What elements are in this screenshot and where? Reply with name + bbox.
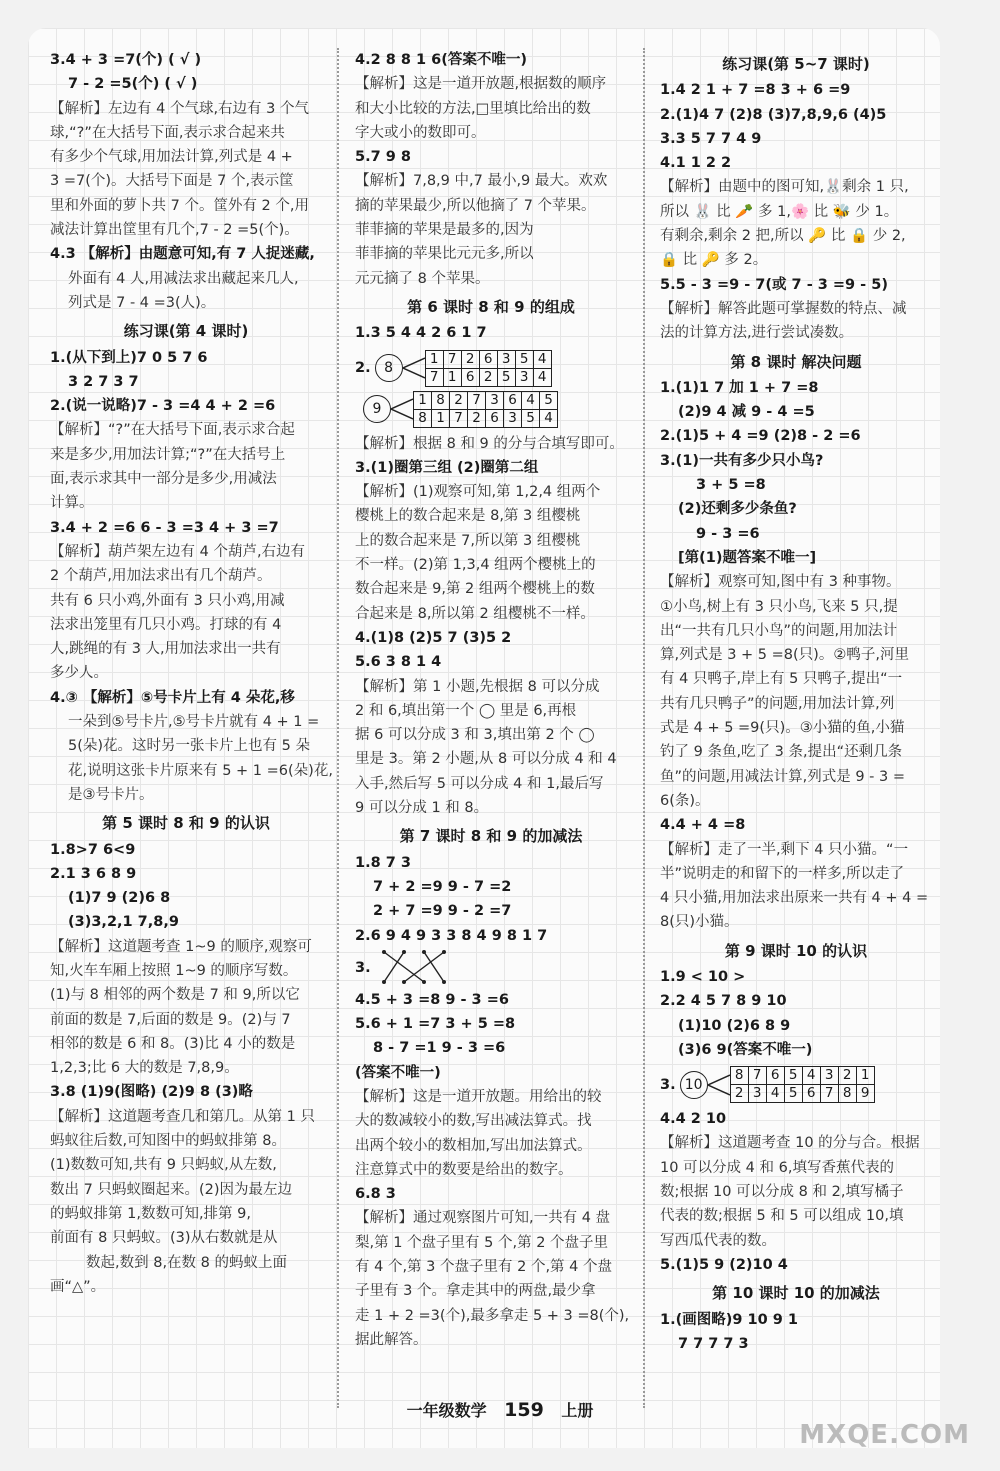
answer-line: 7 7 7 7 3 (678, 1335, 749, 1352)
answer-line: 2.6 9 4 9 3 3 8 4 9 8 1 7 (355, 927, 548, 944)
section-heading: 第 7 课时 8 和 9 的加减法 (399, 827, 583, 846)
answer-line: 式是 4 + 5 =9(只)。③小猫的鱼,小猫 (660, 720, 905, 737)
grid-cell: 3 (497, 350, 515, 368)
grid-cell: 4 (522, 391, 540, 409)
section-heading: 第 6 课时 8 和 9 的组成 (407, 297, 575, 316)
answer-line: 来是多少,用加法计算;“?”在大括号上 (50, 446, 286, 463)
composition-grid-9 (363, 391, 627, 428)
answer-line: (1)10 (2)6 8 9 (678, 1017, 791, 1034)
answer-line: 3.4 + 3 =7(个) ( √ ) (50, 52, 202, 68)
answer-line: 鱼”的问题,用减法计算,列式是 9 - 3 = (660, 768, 905, 785)
grid-cell: 1 (432, 409, 450, 427)
answer-line: 6(条)。 (660, 792, 710, 809)
answer-line: 入手,然后写 5 可以分成 4 和 1,最后写 (355, 775, 604, 792)
grid-cell: 5 (540, 391, 558, 409)
answer-line: 4 只小猫,用加法求出原来一共有 4 + 4 = (660, 890, 929, 907)
answer-line: 外面有 4 人,用减法求出藏起来几人, (68, 270, 299, 287)
answer-line: 列式是 7 - 4 =3(人)。 (68, 294, 216, 311)
subject-label: 一年级数学 (406, 1401, 487, 1420)
answer-column-right (660, 48, 932, 1356)
grid-cell: 5 (784, 1085, 802, 1103)
fork-lines (391, 391, 413, 427)
answer-line: 上的数合起来是 7,所以第 3 组樱桃 (355, 532, 581, 549)
composition-grid-10: 3. 10 8 7 6 5 4 3 2 1 2 3 4 5 6 7 8 9 (668, 1066, 932, 1103)
answer-line: 【解析】这道题考查 10 的分与合。根据 (660, 1135, 920, 1152)
answer-line: 有剩余,剩余 2 把,所以 🔑 比 🔒 少 2, (660, 228, 906, 245)
answer-line: 数起,数到 8,在数 8 的蚂蚁上面 (86, 1254, 287, 1271)
answer-line: 蚂蚁往后数,可知图中的蚂蚁排第 8。 (50, 1133, 286, 1150)
number-circle: 9 (363, 395, 391, 423)
answer-line: 减法计算出筐里有几个,7 - 2 =5(个)。 (50, 222, 299, 239)
grid-cell: 5 (784, 1067, 802, 1085)
answer-line: 2.(说一说略)7 - 3 =4 4 + 2 =6 (50, 398, 276, 415)
answer-line: 【解析】这是一道开放题。用给出的较 (355, 1088, 602, 1105)
answer-line: 代表的数;根据 5 和 5 可以组成 10,填 (660, 1208, 904, 1225)
grid-cell: 5 (515, 350, 533, 368)
grid-cell: 4 (766, 1085, 784, 1103)
answer-line: 人,跳绳的有 3 人,用加法求出一共有 (50, 641, 281, 658)
answer-line: 共有几只鸭子”的问题,用加法计算,列 (660, 695, 895, 712)
answer-line: 5.5 - 3 =9 - 7(或 7 - 3 =9 - 5) (660, 276, 888, 293)
answer-line: (2)还剩多少条鱼? (678, 501, 797, 518)
answer-line: (2)9 4 减 9 - 4 =5 (678, 404, 815, 421)
answer-line: 3.(1)一共有多少只小鸟? (660, 452, 824, 469)
answer-line: 7 - 2 =5(个) ( √ ) (68, 76, 198, 93)
answer-line: 知,火车车厢上按照 1~9 的顺序写数。 (50, 962, 298, 979)
answer-line: 【解析】观察可知,图中有 3 种事物。 (660, 574, 901, 591)
answer-line: 4.5 + 3 =8 9 - 3 =6 (355, 991, 509, 1008)
section-heading: 第 8 课时 解决问题 (730, 352, 862, 371)
answer-line: 前面的数是 7,后面的数是 9。(2)与 7 (50, 1011, 291, 1028)
answer-line: 画“△”。 (50, 1278, 106, 1295)
grid-cell: 2 (479, 368, 497, 386)
grid-cell: 5 (497, 368, 515, 386)
answer-line: 3 + 5 =8 (696, 477, 766, 494)
answer-line: 出“一共有几只小鸟”的问题,用加法计 (660, 622, 898, 639)
grid-cell: 7 (425, 368, 443, 386)
section-heading: 练习课(第 4 课时) (123, 322, 249, 341)
fork-lines (403, 350, 425, 386)
answer-line: 里是 3。第 2 小题,从 8 可以分成 4 和 4 (355, 751, 617, 768)
answer-line: 2 和 6,填出第一个 ◯ 里是 6,再根 (355, 702, 577, 719)
answer-line: (3)3,2,1 7,8,9 (68, 914, 179, 931)
grid-cell: 6 (504, 391, 522, 409)
answer-line: 5.6 3 8 1 4 (355, 654, 442, 671)
section-heading: 练习课(第 5~7 课时) (722, 55, 870, 73)
answer-line: 2.(1)5 + 4 =9 (2)8 - 2 =6 (660, 428, 861, 445)
answer-line: 1.8>7 6<9 (50, 841, 136, 858)
answer-line: 3 2 7 3 7 (68, 373, 139, 390)
answer-line: 4.4 + 4 =8 (660, 817, 746, 834)
answer-line: 4.③ 【解析】⑤号卡片上有 4 朵花,移 (50, 689, 295, 706)
answer-line: 1.9 < 10 > (660, 968, 746, 985)
answer-line: [第(1)题答案不唯一] (678, 549, 817, 566)
grid-cell: 2 (730, 1085, 748, 1103)
answer-line: 2.(1)4 7 (2)8 (3)7,8,9,6 (4)5 (660, 106, 887, 123)
composition-grid-8: 2. 8 1 7 2 6 3 5 4 7 1 6 2 5 3 4 (363, 350, 627, 387)
grid-cell: 4 (533, 350, 551, 368)
answer-line: 字大或小的数即可。 (355, 124, 486, 141)
section-heading: 第 9 课时 10 的认识 (724, 941, 868, 960)
answer-line: 5.6 + 1 =7 3 + 5 =8 (355, 1016, 516, 1033)
answer-line: 多少人。 (50, 665, 108, 682)
answer-line: 3.(1)圈第三组 (2)圈第二组 (355, 459, 539, 476)
answer-column-left (50, 48, 333, 1299)
page-number: 159 (504, 1399, 544, 1421)
answer-line: 4.2 8 8 1 6(答案不唯一) (355, 52, 527, 68)
answer-line: 梨,第 1 个盘子里有 5 个,第 2 个盘子里 (355, 1234, 609, 1251)
answer-line: 1.(1)1 7 加 1 + 7 =8 (660, 379, 819, 396)
grid-cell: 2 (468, 409, 486, 427)
answer-line: (1)与 8 相邻的两个数是 7 和 9,所以它 (50, 987, 300, 1004)
answer-line: 菲菲摘的苹果比元元多,所以 (355, 246, 534, 263)
answer-line: 1.8 7 3 (355, 854, 411, 871)
answer-line: 5(朵)花。这时另一张卡片上也有 5 朵 (68, 738, 310, 755)
grid-cell: 3 (820, 1067, 838, 1085)
grid-cell: 6 (802, 1085, 820, 1103)
answer-line: 【解析】走了一半,剩下 4 只小猫。“一 (660, 841, 909, 858)
answer-line: 花,说明这张卡片原来有 5 + 1 =6(朵)花, (68, 762, 333, 779)
answer-line: 大的数减较小的数,写出减法算式。找 (355, 1113, 592, 1130)
grid-cell: 6 (479, 350, 497, 368)
answer-line: 一朵到⑤号卡片,⑤号卡片就有 4 + 1 = (68, 714, 320, 731)
answer-line: 2.2 4 5 7 8 9 10 (660, 993, 787, 1010)
number-circle: 10 (680, 1071, 708, 1099)
answer-line: 钓了 9 条鱼,吃了 3 条,提出“还剩几条 (660, 744, 903, 761)
answer-line: 不一样。(2)第 1,3,4 组两个樱桃上的 (355, 557, 596, 574)
answer-line: 【解析】葫芦架左边有 4 个葫芦,右边有 (50, 543, 306, 560)
answer-line: 数;根据 10 可以分成 8 和 2,填写橘子 (660, 1184, 904, 1201)
grid-cell: 7 (450, 409, 468, 427)
answer-line: 5.7 9 8 (355, 149, 411, 166)
answer-line: 2 个葫芦,用加法求出有几个葫芦。 (50, 568, 272, 585)
answer-line: 法的计算方法,进行尝试凑数。 (660, 325, 854, 342)
grid-cell: 1 (443, 368, 461, 386)
volume-label: 上册 (561, 1401, 594, 1420)
answer-line: 菲菲摘的苹果是最多的,因为 (355, 222, 534, 239)
answer-line: 数出 7 只蚂蚁圈起来。(2)因为最左边 (50, 1181, 292, 1198)
answer-line: 算,列式是 3 + 5 =8(只)。②鸭子,河里 (660, 647, 909, 664)
grid-cell: 7 (748, 1067, 766, 1085)
answer-line: 据 6 可以分成 3 和 3,填出第 2 个 ◯ (355, 727, 595, 744)
grid-cell: 5 (522, 409, 540, 427)
answer-line: 4.(1)8 (2)5 7 (3)5 2 (355, 629, 512, 646)
answer-line: 数合起来是 9,第 2 组两个樱桃上的数 (355, 581, 595, 598)
grid-cell: 3 (515, 368, 533, 386)
answer-line: 注意算式中的数要是给出的数字。 (355, 1161, 573, 1178)
answer-line: 【解析】这是一道开放题,根据数的顺序 (355, 76, 607, 93)
answer-line: 走 1 + 2 =3(个),最多拿走 5 + 3 =8(个), (355, 1307, 630, 1324)
grid-cell: 9 (856, 1085, 874, 1103)
grid-cell: 2 (450, 391, 468, 409)
answer-line: 据此解答。 (355, 1331, 428, 1348)
matching-lines (376, 948, 456, 988)
answer-line: 2.1 3 6 8 9 (50, 865, 137, 882)
answer-line: 写西瓜代表的数。 (660, 1232, 776, 1249)
answer-line: 半”说明走的和留下的一样多,所以走了 (660, 865, 905, 882)
grid-cell: 6 (461, 368, 479, 386)
answer-line: 前面有 8 只蚂蚁。(3)从右数就是从 (50, 1230, 278, 1247)
answer-line: 【解析】这道题考查 1~9 的顺序,观察可 (50, 938, 312, 955)
section-heading: 第 10 课时 10 的加减法 (712, 1284, 880, 1303)
answer-line: 计算。 (50, 495, 94, 512)
answer-line: 合起来是 8,所以第 2 组樱桃不一样。 (355, 605, 595, 622)
matching-lines-question: 3. (355, 948, 627, 988)
answer-line: 7 + 2 =9 9 - 7 =2 (373, 878, 512, 895)
grid-cell: 8 (838, 1085, 856, 1103)
answer-line: (答案不唯一) (355, 1064, 441, 1081)
answer-line: 4.1 1 2 2 (660, 155, 732, 172)
answer-line: ①小鸟,树上有 3 只小鸟,飞来 5 只,提 (660, 598, 898, 615)
answer-line: 【解析】通过观察图片可知,一共有 4 盘 (355, 1210, 611, 1227)
section-heading: 第 5 课时 8 和 9 的认识 (102, 814, 270, 833)
answer-line: 有多少个气球,用加法计算,列式是 4 + (50, 149, 293, 166)
answer-line: 3.8 (1)9(图略) (2)9 8 (3)略 (50, 1084, 253, 1101)
grid-cell: 8 (432, 391, 450, 409)
answer-line: 【解析】根据 8 和 9 的分与合填写即可。 (355, 435, 624, 452)
grid-cell: 6 (766, 1067, 784, 1085)
grid-cell: 4 (802, 1067, 820, 1085)
grid-cell: 7 (468, 391, 486, 409)
grid-cell: 3 (748, 1085, 766, 1103)
grid-cell: 8 (414, 409, 432, 427)
answer-line: 樱桃上的数合起来是 8,第 3 组樱桃 (355, 508, 581, 525)
grid-cell: 7 (443, 350, 461, 368)
answer-line: 1.(画图略)9 10 9 1 (660, 1311, 798, 1328)
grid-cell: 3 (486, 391, 504, 409)
answer-line: 面,表示求其中一部分是多少,用减法 (50, 471, 277, 488)
answer-line: 【解析】第 1 小题,先根据 8 可以分成 (355, 678, 600, 695)
answer-line: 【解析】解答此题可掌握数的特点、减 (660, 300, 907, 317)
number-circle: 8 (375, 354, 403, 382)
answer-line: 5.(1)5 9 (2)10 4 (660, 1256, 788, 1273)
answer-line: 🔒 比 🔑 多 2。 (660, 252, 768, 269)
grid-cell: 1 (414, 391, 432, 409)
grid-cell: 4 (533, 368, 551, 386)
answer-line: 相邻的数是 6 和 8。(3)比 4 小的数是 (50, 1035, 296, 1052)
answer-line: 1.(从下到上)7 0 5 7 6 (50, 349, 208, 366)
answer-line: 是③号卡片。 (68, 786, 154, 803)
answer-line: 3.4 + 2 =6 6 - 3 =3 4 + 3 =7 (50, 519, 279, 536)
answer-line: 4.3 【解析】由题意可知,有 7 人捉迷藏, (50, 246, 315, 263)
answer-line: 子里有 3 个。拿走其中的两盘,最少拿 (355, 1283, 596, 1300)
answer-line: 1.3 5 4 4 2 6 1 7 (355, 325, 487, 342)
answer-line: 6.8 3 (355, 1186, 396, 1203)
grid-cell: 4 (540, 409, 558, 427)
answer-line: 1.4 2 1 + 7 =8 3 + 6 =9 (660, 82, 851, 99)
answer-line: 9 - 3 =6 (696, 525, 760, 542)
answer-line: 9 可以分成 1 和 8。 (355, 800, 489, 817)
answer-line: 3.3 5 7 7 4 9 (660, 130, 762, 147)
answer-line: 摘的苹果最少,所以他摘了 7 个苹果。 (355, 197, 596, 214)
answer-line: 球,“?”在大括号下面,表示求合起来共 (50, 124, 285, 141)
column-divider (643, 48, 645, 1408)
answer-line: 4.4 2 10 (660, 1111, 727, 1128)
answer-line: 共有 6 只小鸡,外面有 3 只小鸡,用减 (50, 592, 285, 609)
grid-cell: 6 (486, 409, 504, 427)
answer-line: 2 + 7 =9 9 - 2 =7 (373, 903, 512, 920)
answer-line: 【解析】7,8,9 中,7 最小,9 最大。欢欢 (355, 173, 608, 190)
answer-line: 【解析】(1)观察可知,第 1,2,4 组两个 (355, 484, 601, 501)
grid-cell: 7 (820, 1085, 838, 1103)
answer-column-middle (355, 48, 630, 1352)
grid-cell: 8 (730, 1067, 748, 1085)
answer-line: 有 4 个,第 3 个盘子里有 2 个,第 4 个盘 (355, 1259, 612, 1276)
answer-line: 所以 🐰 比 🥕 多 1,🌸 比 🐝 少 1。 (660, 203, 899, 220)
watermark-text: MXQE.COM (799, 1420, 970, 1450)
answer-line: 【解析】由题中的图可知,🐰剩余 1 只, (660, 179, 909, 196)
answer-line: (1)数数可知,共有 9 只蚂蚁,从左数, (50, 1157, 277, 1174)
answer-line: 【解析】左边有 4 个气球,右边有 3 个气 (50, 100, 309, 117)
grid-cell: 1 (425, 350, 443, 368)
answer-line: (1)7 9 (2)6 8 (68, 890, 171, 907)
grid-cell: 2 (838, 1067, 856, 1085)
answer-line: 出两个较小的数相加,写出加法算式。 (355, 1137, 592, 1154)
answer-line: 的蚂蚁排第 1,数数可知,排第 9, (50, 1205, 251, 1222)
answer-line: 有 4 只鸭子,岸上有 5 只鸭子,提出“一 (660, 671, 903, 688)
grid-cell: 1 (856, 1067, 874, 1085)
answer-line: 里和外面的萝卜共 7 个。筐外有 2 个,用 (50, 197, 309, 214)
answer-line: 1,2,3;比 6 大的数是 7,8,9。 (50, 1060, 239, 1077)
answer-line: (3)6 9(答案不唯一) (678, 1041, 813, 1058)
answer-line: 和大小比较的方法,□里填比给出的数 (355, 100, 591, 117)
answer-line: 3 =7(个)。大括号下面是 7 个,表示筐 (50, 173, 294, 190)
grid-cell: 2 (461, 350, 479, 368)
answer-line: 8 - 7 =1 9 - 3 =6 (373, 1040, 506, 1057)
answer-line: 【解析】这道题考查几和第几。从第 1 只 (50, 1108, 315, 1125)
fork-lines (708, 1067, 730, 1103)
answer-line: 法求出笼里有几只小鸡。打球的有 4 (50, 616, 282, 633)
grid-cell: 3 (504, 409, 522, 427)
answer-line: 10 可以分成 4 和 6,填写香蕉代表的 (660, 1159, 894, 1176)
answer-line: 元元摘了 8 个苹果。 (355, 270, 490, 287)
answer-line: 8(只)小猫。 (660, 914, 739, 931)
page-footer (0, 1398, 1000, 1421)
answer-line: 【解析】“?”在大括号下面,表示求合起 (50, 422, 295, 439)
column-divider (337, 48, 339, 1408)
